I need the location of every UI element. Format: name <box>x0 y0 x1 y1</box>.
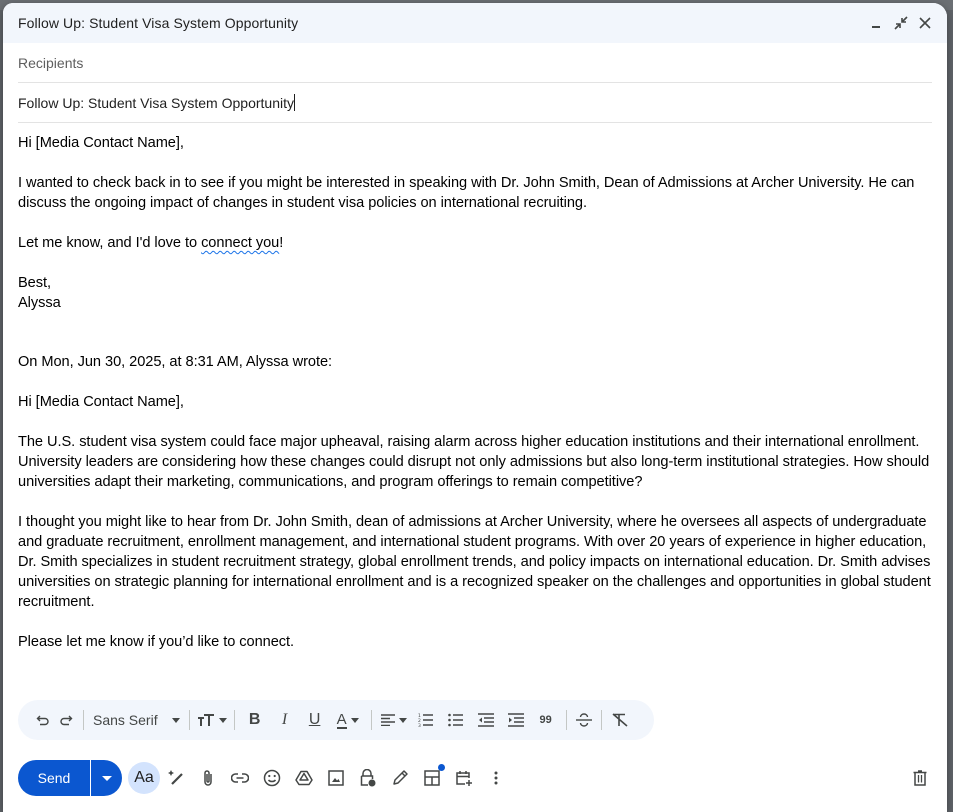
underline-button[interactable]: U <box>308 711 321 728</box>
exit-fullscreen-button[interactable] <box>891 13 911 33</box>
insert-emoji-button[interactable] <box>256 762 288 794</box>
text-color-icon: A <box>336 710 347 728</box>
send-button-group <box>18 760 122 796</box>
redo-button[interactable] <box>54 706 78 734</box>
divider <box>189 710 190 730</box>
indent-more-icon <box>508 713 524 727</box>
dropdown-arrow-icon <box>172 718 180 723</box>
layouts-button[interactable] <box>416 762 448 794</box>
align-button[interactable] <box>377 706 411 734</box>
google-drive-icon <box>295 770 313 786</box>
italic-button[interactable]: I <box>281 711 288 728</box>
indent-less-button[interactable] <box>471 706 501 734</box>
help-me-write-button[interactable] <box>160 762 192 794</box>
quote-paragraph: The U.S. student visa system could face major upheaval, raising alarm across higher education institutions and their international enrollment. University leaders are considering how these changes could disrupt not only admissions but also long-term institutional strategies. How should universities adapt their marketing, communications, and program offerings to remain competitive? <box>18 434 930 490</box>
divider <box>566 710 567 730</box>
subject-field[interactable] <box>18 83 932 123</box>
formatting-toolbar <box>18 700 654 740</box>
bold-button[interactable]: B <box>248 711 261 728</box>
svg-text:2: 2 <box>417 719 421 724</box>
body-paragraph: I wanted to check back in to see if you might be interested in speaking with Dr. John Smith, Dean of Admissions at Archer University. He can discuss the ongoing impact of changes in student visa policies on international recruiting. <box>18 175 915 211</box>
divider <box>83 710 84 730</box>
numbered-list-icon <box>418 713 434 727</box>
signature: Alyssa <box>18 295 61 311</box>
compose-title: Follow Up: Student Visa System Opportunity <box>18 15 299 31</box>
schedule-send-dropdown[interactable] <box>90 760 122 796</box>
compose-window <box>3 3 947 812</box>
dropdown-arrow-icon <box>219 718 227 723</box>
exit-fullscreen-icon <box>894 16 908 30</box>
dropdown-arrow-icon <box>399 718 407 723</box>
new-feature-dot <box>438 764 445 771</box>
minimize-button[interactable] <box>867 13 887 33</box>
font-size-icon <box>197 713 215 727</box>
attach-file-button[interactable] <box>192 762 224 794</box>
align-left-icon <box>381 714 395 726</box>
formatting-options-button[interactable]: Aa <box>128 762 160 794</box>
undo-icon <box>36 713 50 727</box>
more-options-button[interactable] <box>480 762 512 794</box>
undo-button[interactable] <box>32 706 54 734</box>
quote-paragraph: Please let me know if you’d like to connect. <box>18 634 295 650</box>
more-vert-icon <box>494 771 498 785</box>
lock-clock-icon <box>360 769 376 787</box>
quoted-message <box>18 352 932 652</box>
signoff: Best, <box>18 275 52 291</box>
greeting: Hi [Media Contact Name], <box>18 135 184 151</box>
text-cursor <box>294 94 295 111</box>
send-button[interactable]: Send <box>18 760 90 796</box>
insert-link-icon <box>231 773 249 783</box>
layouts-icon <box>424 770 440 786</box>
body-paragraph: Let me know, and I'd love to connect you! <box>18 235 284 251</box>
quote-button[interactable]: 99 <box>539 714 552 726</box>
discard-draft-button[interactable] <box>904 762 936 794</box>
insert-photo-icon <box>328 770 344 786</box>
bulleted-list-icon <box>448 713 464 727</box>
recipients-field[interactable] <box>18 43 932 83</box>
dropdown-arrow-icon <box>351 718 359 723</box>
quote-header: On Mon, Jun 30, 2025, at 8:31 AM, Alyssa wrote: <box>18 354 333 370</box>
redo-icon <box>59 713 73 727</box>
close-icon <box>918 16 932 30</box>
strikethrough-icon <box>576 713 592 727</box>
indent-less-icon <box>478 713 494 727</box>
remove-formatting-button[interactable] <box>607 706 633 734</box>
insert-emoji-icon <box>263 769 281 787</box>
recipients-placeholder: Recipients <box>18 54 84 71</box>
divider <box>371 710 372 730</box>
divider <box>234 710 235 730</box>
insert-link-button[interactable] <box>224 762 256 794</box>
insert-signature-button[interactable] <box>384 762 416 794</box>
subject-value: Follow Up: Student Visa System Opportunity <box>18 94 294 111</box>
confidential-mode-button[interactable] <box>352 762 384 794</box>
calendar-add-icon <box>455 769 473 787</box>
quote-paragraph: I thought you might like to hear from Dr. John Smith, dean of admissions at Archer University, where he oversees all aspects of undergraduate and graduate recruitment, enrollment management, and international student programs. With over 20 years of experience in higher education, Dr. Smith specializes in student recruitment strategy, global enrollment trends, and policy impacts on international education. Dr. Smith advises universities on strategic planning for international enrollment and is a recognized speaker on the challenges and opportunities in global student recruitment. <box>18 514 931 610</box>
header-actions <box>867 13 935 33</box>
svg-text:1: 1 <box>417 714 421 719</box>
insert-photo-button[interactable] <box>320 762 352 794</box>
divider <box>601 710 602 730</box>
text-color-button[interactable] <box>330 706 366 734</box>
minimize-icon <box>870 16 884 30</box>
remove-formatting-icon <box>612 713 628 727</box>
message-body[interactable] <box>3 123 947 652</box>
font-family-select[interactable]: Sans Serif <box>89 706 184 734</box>
compose-header <box>3 3 947 43</box>
font-size-button[interactable] <box>195 706 229 734</box>
compose-bottom-bar <box>18 759 936 797</box>
insert-drive-button[interactable] <box>288 762 320 794</box>
trash-icon <box>913 770 927 786</box>
indent-more-button[interactable] <box>501 706 531 734</box>
bulleted-list-button[interactable] <box>441 706 471 734</box>
set-up-time-button[interactable] <box>448 762 480 794</box>
close-button[interactable] <box>915 13 935 33</box>
svg-text:3: 3 <box>417 724 421 727</box>
quote-greeting: Hi [Media Contact Name], <box>18 394 184 410</box>
numbered-list-button[interactable] <box>411 706 441 734</box>
spellcheck-flag[interactable]: connect you <box>201 235 280 251</box>
help-me-write-icon <box>167 769 185 787</box>
dropdown-arrow-icon <box>102 776 112 781</box>
pen-icon <box>391 769 409 787</box>
strikethrough-button[interactable] <box>572 706 596 734</box>
attach-file-icon <box>201 769 215 787</box>
